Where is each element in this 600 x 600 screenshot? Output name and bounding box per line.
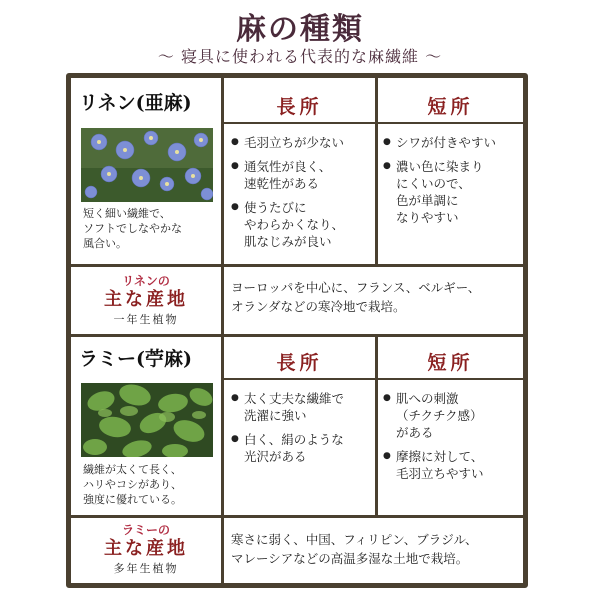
header-underline bbox=[378, 378, 523, 380]
ramie-origin-prefix: ラミーの bbox=[121, 523, 170, 537]
linen-pro-item: ● 通気性が良く、 速乾性がある bbox=[231, 158, 373, 192]
linen-name-text: リネン bbox=[79, 92, 136, 114]
linen-origin-prefix: リネンの bbox=[122, 274, 170, 288]
page-subtitle: ～ 寝具に使われる代表的な麻繊維 ～ bbox=[157, 47, 443, 66]
ramie-pro-item: ● 白く、絹のような 光沢がある bbox=[231, 431, 373, 465]
ramie-cons bbox=[383, 390, 523, 489]
row-divider bbox=[71, 515, 523, 518]
linen-cons-heading: 短所 bbox=[427, 96, 474, 118]
ramie-pros bbox=[231, 390, 373, 472]
comparison-table bbox=[66, 73, 528, 588]
linen-name bbox=[79, 88, 219, 115]
ramie-con-item: ● 摩擦に対して、 毛羽立ちやすい bbox=[383, 448, 523, 482]
header-underline bbox=[378, 122, 523, 124]
row-divider bbox=[71, 334, 523, 337]
ramie-origin-label bbox=[71, 521, 221, 576]
linen-origin-main: 主な産地 bbox=[104, 289, 188, 310]
ramie-leaves-icon bbox=[81, 383, 213, 457]
flax-flowers-icon bbox=[81, 128, 213, 202]
ramie-pros-heading: 長所 bbox=[276, 352, 323, 374]
ramie-origin-main: 主な産地 bbox=[104, 538, 188, 559]
linen-origin-label bbox=[71, 272, 221, 327]
column-divider bbox=[221, 264, 224, 334]
linen-pro-item: ● 使うたびに やわらかくなり、 肌なじみが良い bbox=[231, 199, 373, 250]
linen-con-item: ● 濃い色に染まり にくいので、 色が単調に なりやすい bbox=[383, 158, 523, 226]
ramie-cons-heading: 短所 bbox=[427, 352, 474, 374]
linen-cons bbox=[383, 134, 523, 233]
linen-pro-item: ● 毛羽立ちが少ない bbox=[231, 134, 373, 151]
ramie-pro-item: ● 太く丈夫な繊維で 洗濯に強い bbox=[231, 390, 373, 424]
ramie-kanji: (苧麻) bbox=[136, 348, 192, 370]
ramie-name-text: ラミー bbox=[79, 348, 137, 370]
column-divider bbox=[221, 515, 224, 583]
linen-origin-text: ヨーロッパを中心に、フランス、ベルギー、 オランダなどの寒冷地で栽培。 bbox=[231, 280, 481, 314]
ramie-name bbox=[79, 344, 219, 371]
row-divider bbox=[71, 264, 523, 267]
ramie-description: 繊維が太くて長く、 ハリやコシがあり、 強度に優れている。 bbox=[83, 463, 182, 506]
ramie-con-item: ● 肌への刺激 （チクチク感） がある bbox=[383, 390, 523, 441]
header-underline bbox=[224, 122, 375, 124]
linen-pros bbox=[231, 134, 373, 257]
header-underline bbox=[224, 378, 375, 380]
ramie-photo bbox=[81, 383, 213, 457]
ramie-origin-sub: 多年生植物 bbox=[113, 562, 179, 575]
linen-origin-sub: 一年生植物 bbox=[113, 313, 179, 326]
ramie-origin-text: 寒さに弱く、中国、フィリピン、ブラジル、 マレーシアなどの高温多湿な土地で栽培。 bbox=[231, 532, 478, 566]
page-title: 麻の種類 bbox=[236, 12, 364, 47]
linen-kanji: (亜麻) bbox=[135, 92, 192, 114]
linen-pros-heading: 長所 bbox=[276, 96, 323, 118]
linen-description: 短く細い繊維で、 ソフトでしなやかな 風合い。 bbox=[83, 207, 182, 250]
linen-photo bbox=[81, 128, 213, 202]
linen-con-item: ● シワが付きやすい bbox=[383, 134, 523, 151]
